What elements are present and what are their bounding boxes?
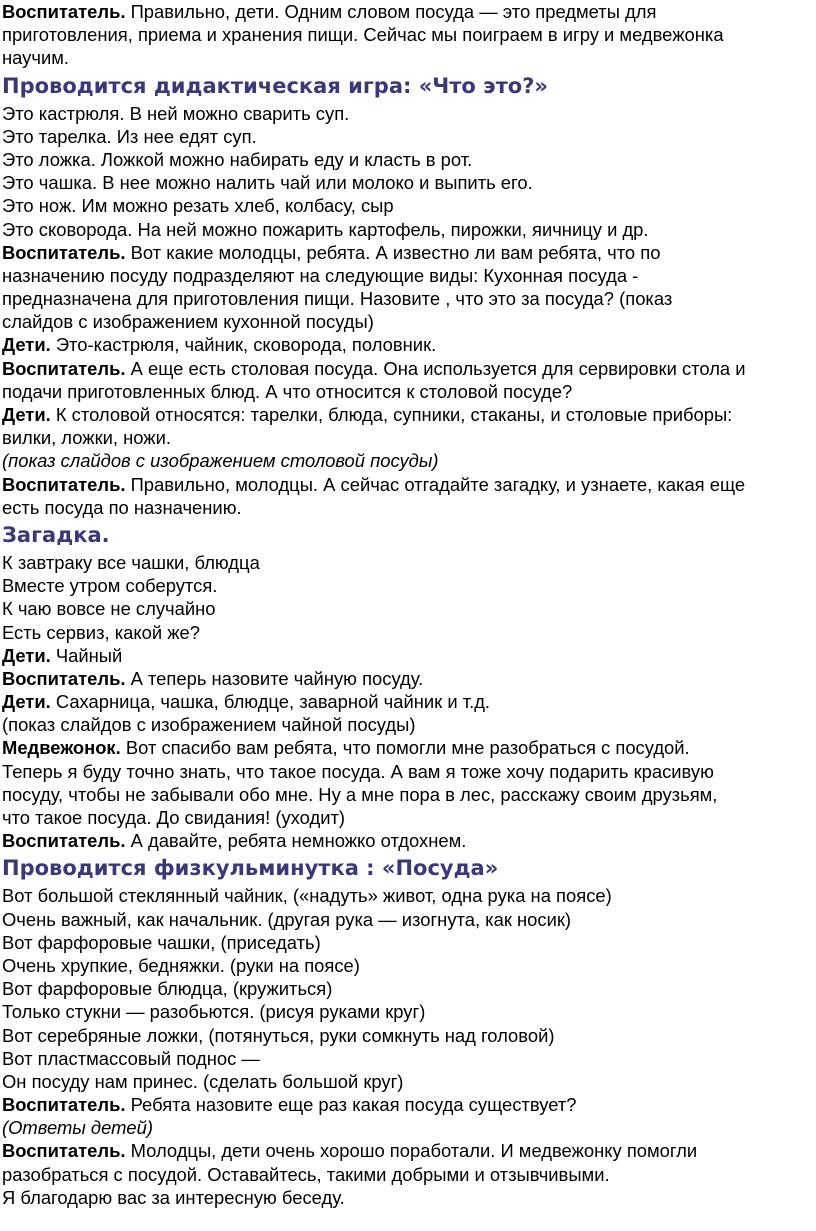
speaker-label: Воспитатель.: [2, 1, 126, 22]
text-segment: Вот пластмассовый поднос —: [2, 1047, 260, 1069]
text-segment: Проводится физкульминутка : «Посуда»: [2, 856, 499, 881]
text-line: [2, 760, 816, 783]
text-segment: что такое посуда. До свидания! (уходит): [2, 807, 346, 828]
text-segment: Он посуду нам принес. (сделать большой круг): [2, 1070, 404, 1092]
text-line: [2, 908, 816, 931]
text-line: [2, 574, 816, 597]
italic-note: (Ответы детей): [2, 1117, 154, 1139]
text-line: [2, 954, 816, 977]
text-segment: Правильно, молодцы. А сейчас отгадайте загадку, и узнаете, какая еще: [125, 473, 746, 495]
speaker-label: Воспитатель.: [2, 667, 126, 689]
speaker-label: Дети.: [2, 404, 51, 425]
text-segment: Вот спасибо вам ребята, что помогли мне разобраться с посудой.: [120, 737, 690, 759]
text-segment: Теперь я буду точно знать, что такое посуда. А вам я тоже хочу подарить красивую: [2, 760, 714, 782]
text-segment: Вот фарфоровые блюдца, (кружиться): [2, 978, 333, 1000]
text-segment: посуду, чтобы не забывали обо мне. Ну а мне пора в лес, расскажу своим друзьям,: [2, 783, 718, 805]
text-line: [2, 829, 816, 852]
text-line: [2, 496, 816, 519]
text-line: [2, 644, 816, 667]
speaker-label: Воспитатель.: [2, 1140, 126, 1162]
text-segment: Проводится дидактическая игра: «Что это?»: [2, 73, 548, 98]
text-line: [2, 46, 816, 69]
text-line: [2, 1047, 816, 1070]
text-line: [2, 977, 816, 1000]
text-line: [2, 426, 816, 449]
text-segment: Я благодарю вас за интересную беседу.: [2, 1186, 345, 1208]
text-line: [2, 783, 816, 806]
text-segment: приготовления, приема и хранения пищи. Сейчас мы поиграем в игру и медвежонка: [2, 24, 724, 46]
text-line: [2, 241, 816, 264]
text-line: [2, 310, 816, 333]
section-heading: [2, 71, 816, 102]
text-line: [2, 102, 816, 125]
text-line: [2, 380, 816, 403]
speaker-label: Дети.: [2, 691, 51, 713]
text-line: [2, 551, 816, 574]
text-line: [2, 1139, 816, 1162]
speaker-label: Воспитатель.: [2, 830, 126, 852]
speaker-label: Воспитатель.: [2, 1094, 126, 1116]
text-segment: Это кастрюля. В ней можно сварить суп.: [2, 102, 350, 124]
text-line: [2, 403, 816, 426]
speaker-label: Дети.: [2, 644, 51, 666]
text-line: [2, 1116, 816, 1139]
text-segment: Есть сервиз, какой же?: [2, 621, 201, 643]
text-segment: Правильно, дети. Одним словом посуда — это предметы для: [125, 1, 657, 22]
text-segment: Очень важный, как начальник. (другая рука — изогнута, как носик): [2, 908, 572, 930]
text-segment: есть посуда по назначению.: [2, 496, 242, 518]
text-line: [2, 264, 816, 287]
text-segment: Очень хрупкие, бедняжки. (руки на поясе): [2, 954, 360, 976]
text-line: [2, 171, 816, 194]
text-segment: Это сковорода. На ней можно пожарить картофель, пирожки, яичницу и др.: [2, 218, 649, 240]
text-line: [2, 449, 816, 472]
speaker-label: Дети.: [2, 334, 51, 356]
text-segment: (показ слайдов с изображением чайной посуды): [2, 714, 416, 736]
text-line: [2, 1070, 816, 1093]
text-line: [2, 1024, 816, 1047]
text-line: [2, 23, 816, 46]
text-line: [2, 357, 816, 380]
text-segment: подачи приготовленных блюд. А что относится к столовой посуде?: [2, 380, 573, 402]
text-line: [2, 884, 816, 907]
text-segment: Это нож. Им можно резать хлеб, колбасу, сыр: [2, 195, 394, 217]
text-line: [2, 125, 816, 148]
text-line: [2, 1000, 816, 1023]
text-line: [2, 148, 816, 171]
text-segment: предназначена для приготовления пищи. Назовите , что это за посуда? (показ: [2, 288, 673, 310]
text-segment: Это-кастрюля, чайник, сковорода, половник.: [50, 334, 437, 356]
text-segment: Вместе утром соберутся.: [2, 575, 218, 597]
text-line: [2, 690, 816, 713]
text-segment: Ребята назовите еще раз какая посуда существует?: [125, 1094, 577, 1116]
speaker-label: Воспитатель.: [2, 473, 126, 495]
text-segment: Сахарница, чашка, блюдце, заварной чайник и т.д.: [50, 691, 491, 713]
text-segment: Вот фарфоровые чашки, (приседать): [2, 931, 321, 953]
text-line: [2, 194, 816, 217]
text-segment: Вот серебряные ложки, (потянуться, руки сомкнуть над головой): [2, 1024, 555, 1046]
speaker-label: Медвежонок.: [2, 737, 121, 759]
text-segment: Загадка.: [2, 522, 110, 547]
text-line: [2, 597, 816, 620]
text-line: [2, 931, 816, 954]
text-line: [2, 621, 816, 644]
text-segment: научим.: [2, 47, 69, 69]
text-line: [2, 218, 816, 241]
italic-note: (показ слайдов с изображением столовой посуды): [2, 450, 439, 472]
text-line: [2, 713, 816, 736]
text-segment: К чаю вовсе не случайно: [2, 598, 216, 620]
text-segment: А еще есть столовая посуда. Она используется для сервировки стола и: [125, 357, 746, 379]
section-heading: [2, 853, 816, 884]
section-heading: [2, 520, 816, 551]
text-segment: А давайте, ребята немножко отдохнем.: [125, 830, 467, 852]
text-line: [2, 473, 816, 496]
text-line: [2, 1186, 816, 1209]
text-line: [2, 806, 816, 829]
text-line: [2, 0, 816, 23]
text-segment: вилки, ложки, ножи.: [2, 427, 171, 449]
text-segment: Молодцы, дети очень хорошо поработали. И медвежонку помогли: [125, 1140, 698, 1162]
text-segment: Это ложка. Ложкой можно набирать еду и класть в рот.: [2, 148, 473, 170]
text-line: [2, 1163, 816, 1186]
text-segment: Это тарелка. Из нее едят суп.: [2, 125, 257, 147]
text-segment: назначению посуду подразделяют на следующие виды: Кухонная посуда -: [2, 264, 639, 286]
text-segment: Вот большой стеклянный чайник, («надуть» живот, одна рука на поясе): [2, 885, 612, 907]
text-segment: Чайный: [50, 644, 123, 666]
text-line: [2, 287, 816, 310]
text-line: [2, 1093, 816, 1116]
text-line: [2, 736, 816, 759]
text-segment: Это чашка. В нее можно налить чай или молоко и выпить его.: [2, 172, 533, 194]
speaker-label: Воспитатель.: [2, 241, 126, 263]
text-segment: разобраться с посудой. Оставайтесь, такими добрыми и отзывчивыми.: [2, 1163, 610, 1185]
text-segment: Только стукни — разобьются. (рисуя руками круг): [2, 1001, 426, 1023]
speaker-label: Воспитатель.: [2, 357, 126, 379]
text-line: [2, 667, 816, 690]
text-segment: слайдов с изображением кухонной посуды): [2, 311, 374, 333]
text-segment: А теперь назовите чайную посуду.: [125, 667, 424, 689]
text-segment: К столовой относятся: тарелки, блюда, супники, стаканы, и столовые приборы:: [50, 404, 733, 425]
text-segment: К завтраку все чашки, блюдца: [2, 551, 260, 573]
text-line: [2, 333, 816, 356]
text-segment: Вот какие молодцы, ребята. А известно ли вам ребята, что по: [125, 241, 661, 263]
